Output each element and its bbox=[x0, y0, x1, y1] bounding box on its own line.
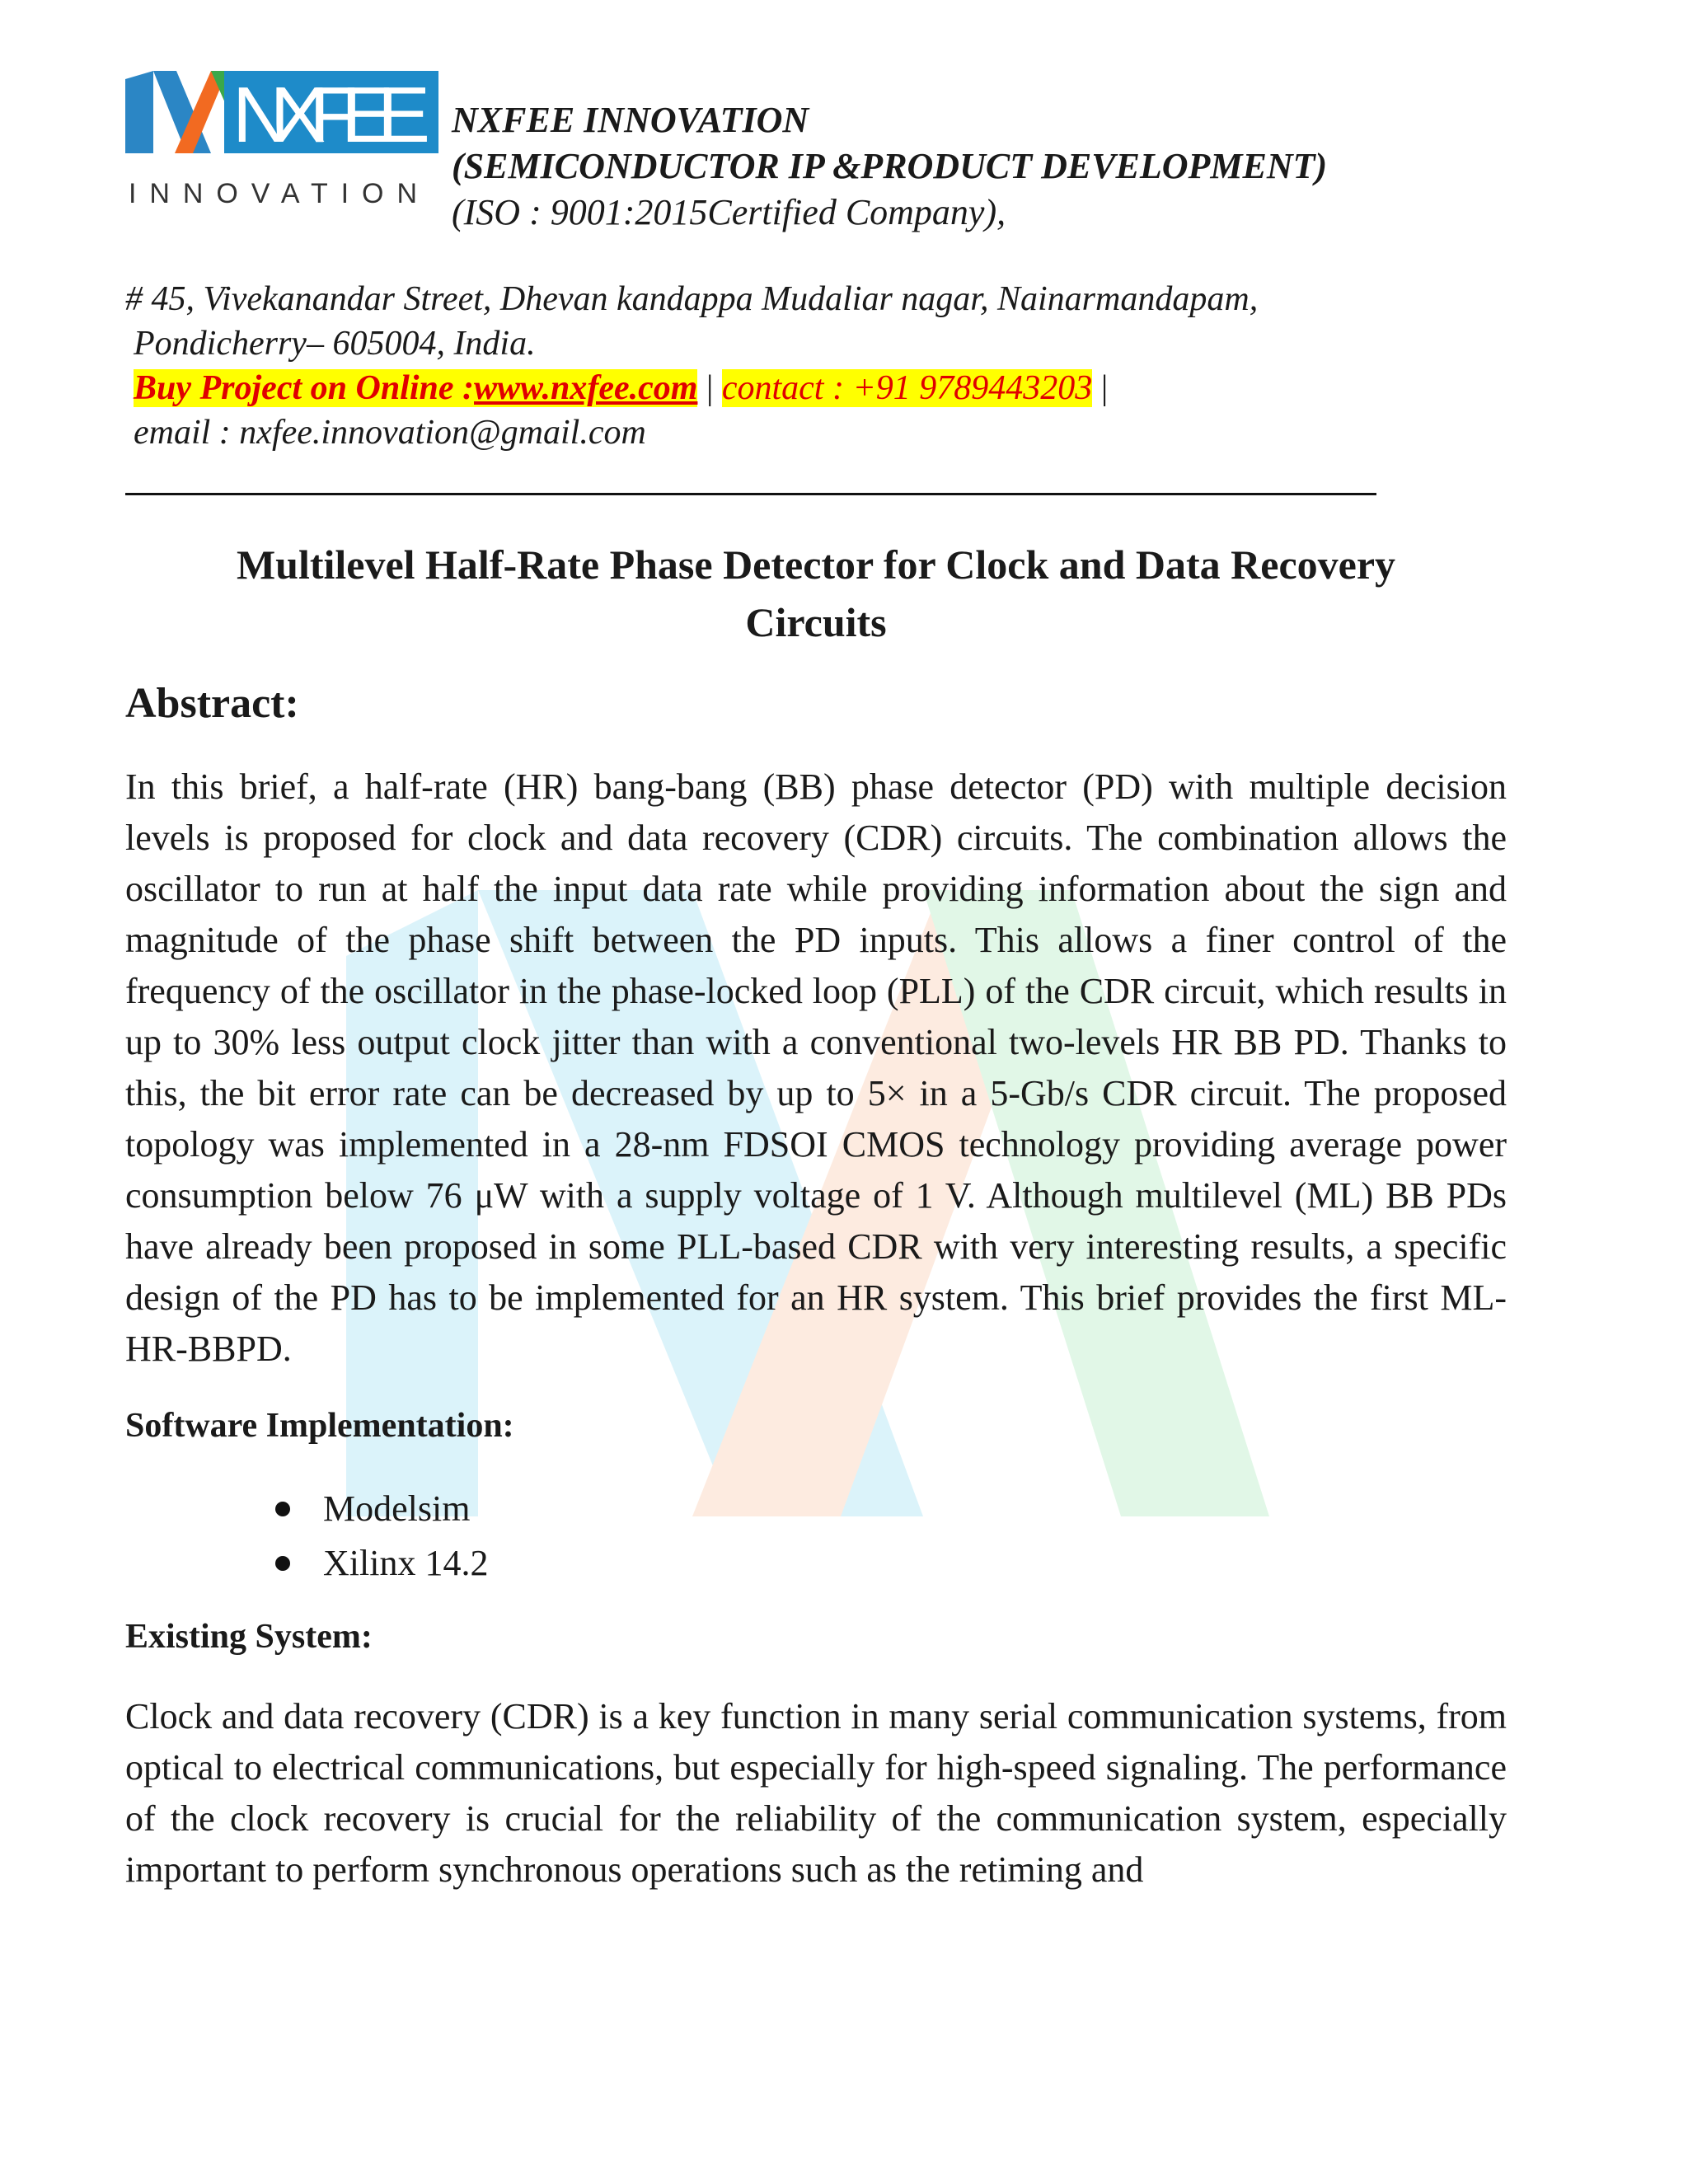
address-line2: Pondicherry– 605004, India. bbox=[134, 325, 536, 363]
list-item: Xilinx 14.2 bbox=[272, 1536, 488, 1591]
logo-tagline: INNOVATION bbox=[129, 178, 435, 209]
contact-phone[interactable]: contact : +91 9789443203 bbox=[721, 369, 1093, 407]
separator: | bbox=[706, 369, 714, 407]
header-divider bbox=[125, 493, 1376, 495]
separator: | bbox=[1100, 369, 1109, 407]
logo-wordmark: NXFEE bbox=[232, 71, 430, 159]
bullet-icon bbox=[275, 1556, 290, 1571]
company-name: NXFEE INNOVATION bbox=[452, 100, 809, 140]
list-item: Modelsim bbox=[272, 1482, 488, 1536]
document-title bbox=[125, 536, 1507, 651]
email-line[interactable]: email : nxfee.innovation@gmail.com bbox=[134, 414, 646, 452]
existing-heading: Existing System: bbox=[125, 1618, 373, 1656]
company-block bbox=[452, 97, 1327, 236]
contact-line bbox=[125, 366, 1258, 410]
title-line1: Multilevel Half-Rate Phase Detector for Clock and Data Recovery bbox=[236, 541, 1396, 588]
address-line1: # 45, Vivekanandar Street, Dhevan kandappa Mudaliar nagar, Nainarmandapam, bbox=[125, 280, 1259, 318]
bullet-icon bbox=[275, 1502, 290, 1516]
existing-text: Clock and data recovery (CDR) is a key function in many serial communication systems, from optical to electrical communications, but especially for high-speed signaling. The performance of the clock recovery is crucial for the reliability of the communication system, especially important to perform synchronous operations such as the retiming and bbox=[125, 1696, 1507, 1890]
buy-online-link[interactable]: Buy Project on Online :www.nxfee.com bbox=[134, 369, 698, 407]
website-link[interactable]: www.nxfee.com bbox=[474, 369, 698, 407]
company-division: (SEMICONDUCTOR IP &PRODUCT DEVELOPMENT) bbox=[452, 146, 1328, 186]
address-block bbox=[125, 277, 1258, 455]
abstract-text: In this brief, a half-rate (HR) bang-bang (BB) phase detector (PD) with multiple decision levels is proposed for clock and data recovery (CDR) circuits. The combination allows the oscillator to run at half the input data rate while providing information about the sign and magnitude of the phase shift between the PD inputs. This allows a finer control of the frequency of the oscillator in the phase-locked loop (PLL) of the CDR circuit, which results in up to 30% less output clock jitter than with a conventional two-levels HR BB PD. Thanks to this, the bit error rate can be decreased by up to 5× in a 5-Gb/s CDR circuit. The proposed topology was implemented in a 28-nm FDSOI CMOS technology providing average power consumption below 76 μW with a supply voltage of 1 V. Although multilevel (ML) BB PDs have already been proposed in some PLL-based CDR with very interesting results, a specific design of the PD has to be implemented for an HR system. This brief provides the first ML-HR-BBPD. bbox=[125, 766, 1507, 1369]
abstract-heading: Abstract: bbox=[125, 680, 299, 727]
company-certification: (ISO : 9001:2015Certified Company), bbox=[452, 192, 1006, 232]
nxfee-logo bbox=[125, 71, 438, 216]
software-heading: Software Implementation: bbox=[125, 1407, 514, 1445]
title-line2: Circuits bbox=[745, 599, 887, 645]
software-list bbox=[272, 1482, 488, 1591]
